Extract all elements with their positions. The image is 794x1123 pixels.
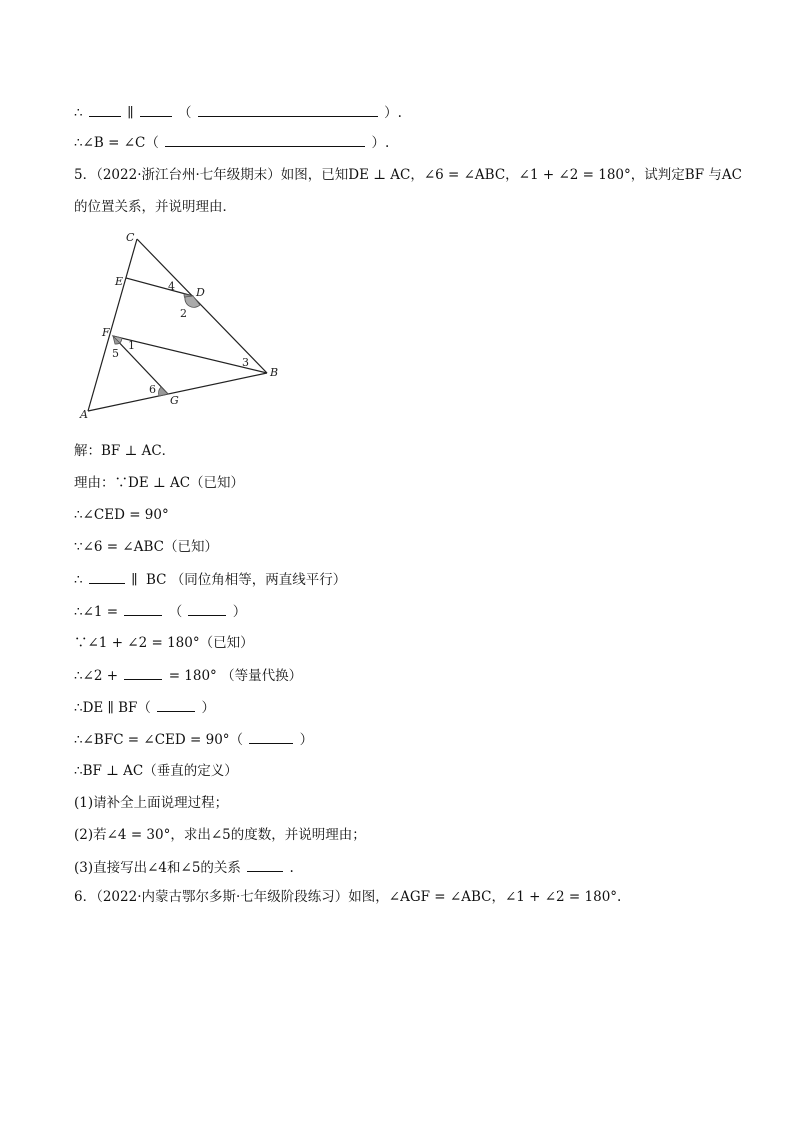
answer-blank[interactable]: [140, 103, 172, 117]
geometry-figure: [74, 228, 294, 432]
point-d-label: D: [196, 286, 205, 299]
point-f-label: F: [102, 326, 110, 339]
segment-fg: [113, 336, 168, 394]
paren-close: ）.: [371, 135, 390, 151]
period: .: [289, 860, 294, 876]
reason-blank[interactable]: [249, 730, 293, 744]
subquestion-3: [74, 858, 294, 877]
solution-line: [74, 666, 302, 685]
therefore-symbol: ∴: [74, 105, 83, 121]
reason-blank[interactable]: [157, 698, 195, 712]
angle-3-label: 3: [242, 356, 249, 369]
reason-blank[interactable]: [165, 133, 365, 147]
solution-step: ∴∠BFC = ∠CED = 90°（: [74, 732, 244, 748]
point-a-label: A: [80, 408, 88, 421]
solution-line: [74, 442, 175, 460]
solution-line: [74, 730, 313, 749]
solution-step: ∥ BC （同位角相等，两直线平行）: [131, 572, 347, 588]
solution-step: = 180° （等量代换）: [168, 668, 303, 684]
question-5-text-cont: 的位置关系，并说明理由．: [74, 199, 236, 215]
paren-close: ）: [201, 700, 215, 716]
paren-open: （: [178, 105, 192, 121]
question-6-line: [74, 888, 621, 906]
solution-step: ∴∠2 +: [74, 668, 119, 684]
point-e-label: E: [115, 275, 124, 288]
subquestion-1: [74, 794, 228, 812]
solution-line: [74, 506, 169, 524]
solution-step: ∴∠CED = 90°: [74, 507, 169, 523]
subquestion-text: (3)直接写出∠4和∠5的关系: [74, 860, 241, 876]
answer-blank[interactable]: [124, 666, 162, 680]
angle-statement: ∴∠B = ∠C（: [74, 135, 159, 151]
solution-answer: 解：BF ⊥ AC．: [74, 443, 176, 459]
solution-line: [74, 570, 346, 589]
solution-step: ∵∠6 = ∠ABC（已知）: [74, 539, 218, 555]
therefore-symbol: ∴: [74, 572, 83, 588]
solution-reason: 理由：∵DE ⊥ AC（已知）: [74, 475, 245, 491]
paren-close: ）: [232, 604, 247, 620]
point-b-label: B: [270, 366, 279, 379]
subquestion-2: [74, 826, 366, 844]
reason-blank[interactable]: [188, 602, 226, 616]
question-5-line-1: [74, 166, 742, 184]
solution-line: [74, 698, 215, 717]
angle-4-label: 4: [168, 280, 175, 293]
parallel-symbol: ∥: [127, 105, 134, 121]
point-c-label: C: [126, 231, 135, 244]
angle-1-label: 1: [128, 339, 135, 352]
solution-line: [74, 762, 238, 780]
paren-close: ）: [299, 732, 314, 748]
point-g-label: G: [170, 394, 179, 407]
answer-blank[interactable]: [124, 602, 162, 616]
paren-open: （: [168, 604, 183, 620]
line-parallel-conclusion: [74, 103, 402, 122]
solution-line: [74, 634, 254, 652]
solution-line: [74, 474, 244, 492]
line-angle-conclusion: [74, 133, 389, 152]
solution-line: [74, 538, 218, 556]
solution-step: ∵∠1 + ∠2 = 180°（已知）: [74, 635, 254, 651]
solution-step: ∴BF ⊥ AC（垂直的定义）: [74, 763, 238, 779]
triangle-diagram: [74, 228, 294, 428]
angle-6-label: 6: [149, 383, 156, 396]
segment-ac: [88, 239, 137, 411]
solution-step: ∴DE ∥ BF（: [74, 700, 151, 716]
answer-blank[interactable]: [89, 103, 121, 117]
reason-blank[interactable]: [198, 103, 378, 117]
answer-blank[interactable]: [247, 858, 283, 872]
subquestion-text: (2)若∠4 = 30°，求出∠5的度数，并说明理由；: [74, 827, 366, 843]
subquestion-text: (1)请补全上面说理过程；: [74, 795, 229, 811]
question-5-text: 5．（2022·浙江台州·七年级期末）如图，已知DE ⊥ AC，∠6 = ∠ABC，∠1 + ∠2 = 180°，试判定BF 与AC: [74, 167, 742, 183]
question-5-line-2: [74, 198, 236, 216]
angle-5-label: 5: [112, 347, 119, 360]
paren-close: ）.: [384, 105, 402, 121]
solution-line: [74, 602, 246, 621]
solution-step: ∴∠1 =: [74, 604, 119, 620]
answer-blank[interactable]: [89, 570, 125, 584]
question-6-text: 6．（2022·内蒙古鄂尔多斯·七年级阶段练习）如图，∠AGF = ∠ABC，∠1 + ∠2 = 180°.: [74, 889, 622, 905]
segment-cb: [137, 239, 267, 373]
angle-2-label: 2: [180, 307, 187, 320]
